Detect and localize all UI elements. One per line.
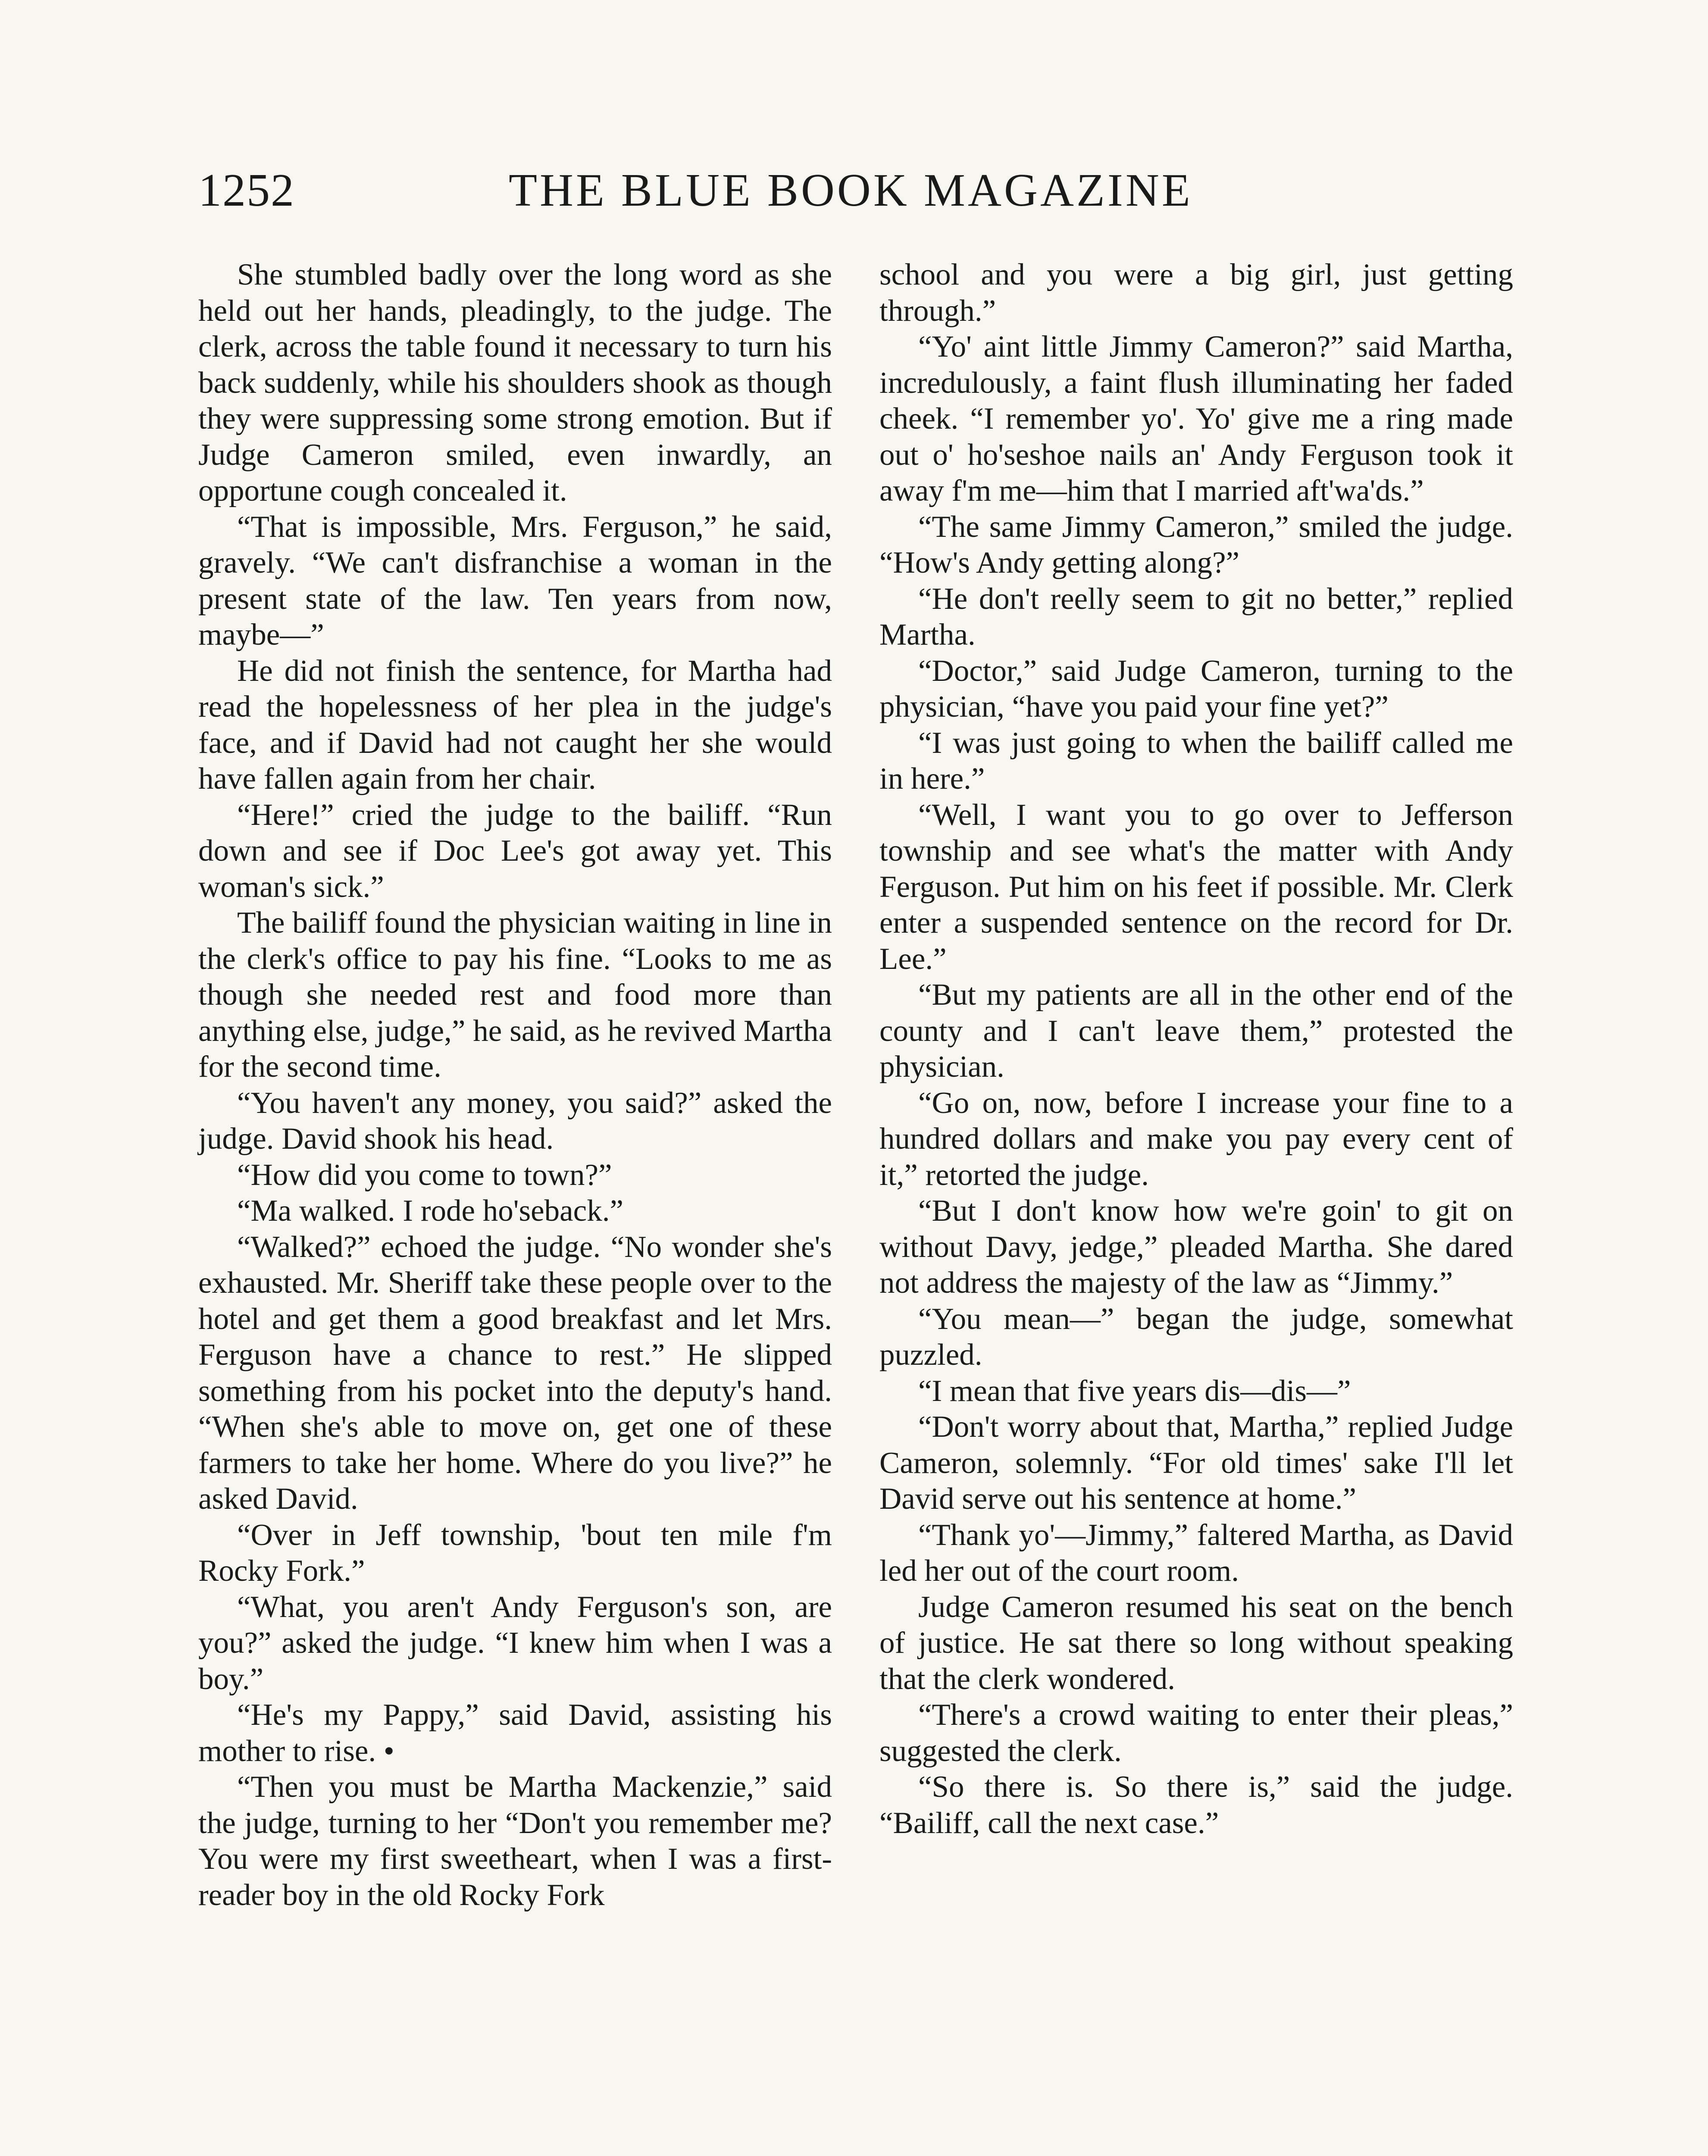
right-text-column <box>879 257 1513 1841</box>
page-header <box>198 155 1517 229</box>
paragraph: “Thank yo'—Jimmy,” faltered Martha, as David led her out of the court room. <box>879 1518 1513 1588</box>
paragraph: “Walked?” echoed the judge. “No wonder she's exhausted. Mr. Sheriff take these people over to the hotel and get them a good breakfast and let Mrs. Ferguson have a chance to rest.” He slipped something from his pocket into the deputy's hand. “When she's able to move on, get one of these farmers to take her home. Where do you live?” he asked David. <box>198 1230 832 1516</box>
paragraph: “There's a crowd waiting to enter their pleas,” suggested the clerk. <box>879 1698 1513 1768</box>
paragraph: “Don't worry about that, Martha,” replied Judge Cameron, solemnly. “For old times' sake I'll let David serve out his sentence at home.” <box>879 1410 1513 1516</box>
left-text-column <box>198 257 832 1913</box>
paragraph: “He's my Pappy,” said David, assisting his mother to rise. • <box>198 1698 832 1768</box>
paragraph: She stumbled badly over the long word as she held out her hands, pleadingly, to the judge. The clerk, across the table found it necessary to turn his back suddenly, while his shoulders shook as though they were suppressing some strong emotion. But if Judge Cameron smiled, even inwardly, an opportune cough concealed it. <box>198 258 832 508</box>
paragraph: “Then you must be Martha Mackenzie,” said the judge, turning to her “Don't you remember me? You were my first sweetheart, when I was a first-reader boy in the old Rocky Fork <box>198 1770 832 1912</box>
paragraph: “I was just going to when the bailiff called me in here.” <box>879 726 1513 796</box>
paragraph: “That is impossible, Mrs. Ferguson,” he said, gravely. “We can't disfranchise a woman in the present state of the law. Ten years from now, maybe—” <box>198 510 832 652</box>
paragraph: “I mean that five years dis—dis—” <box>918 1374 1351 1408</box>
paragraph: “What, you aren't Andy Ferguson's son, are you?” asked the judge. “I knew him when I was a boy.” <box>198 1590 832 1696</box>
paragraph: “Ma walked. I rode ho'seback.” <box>237 1194 623 1228</box>
paragraph: “Well, I want you to go over to Jefferson township and see what's the matter with Andy Ferguson. Put him on his feet if possible. Mr. Clerk enter a suspended sentence on the record for Dr. Lee.” <box>879 798 1513 976</box>
paragraph: Judge Cameron resumed his seat on the bench of justice. He sat there so long without speaking that the clerk wondered. <box>879 1590 1513 1696</box>
paragraph: “But I don't know how we're goin' to git on without Davy, jedge,” pleaded Martha. She dared not address the majesty of the law as “Jimmy.” <box>879 1194 1513 1300</box>
paragraph: “But my patients are all in the other end of the county and I can't leave them,” protested the physician. <box>879 978 1513 1084</box>
running-title: THE BLUE BOOK MAGAZINE <box>509 165 1193 216</box>
paragraph: “Doctor,” said Judge Cameron, turning to the physician, “have you paid your fine yet?” <box>879 654 1513 724</box>
paragraph: “You mean—” began the judge, somewhat puzzled. <box>879 1302 1513 1372</box>
paragraph: He did not finish the sentence, for Martha had read the hopelessness of her plea in the judge's face, and if David had not caught her she would have fallen again from her chair. <box>198 654 832 796</box>
paragraph: “Go on, now, before I increase your fine to a hundred dollars and make you pay every cent of it,” retorted the judge. <box>879 1086 1513 1192</box>
paragraph: “The same Jimmy Cameron,” smiled the judge. “How's Andy getting along?” <box>879 510 1513 580</box>
paragraph: “Here!” cried the judge to the bailiff. “Run down and see if Doc Lee's got away yet. This woman's sick.” <box>198 798 832 904</box>
paragraph: “So there is. So there is,” said the judge. “Bailiff, call the next case.” <box>879 1770 1513 1840</box>
paragraph-continued: school and you were a big girl, just getting through.” <box>879 258 1513 328</box>
paragraph: The bailiff found the physician waiting in line in the clerk's office to pay his fine. “Looks to me as though she needed rest and food more than anything else, judge,” he said, as he revived Martha for the second time. <box>198 906 832 1084</box>
paragraph: “Over in Jeff township, 'bout ten mile f'm Rocky Fork.” <box>198 1518 832 1588</box>
page-number: 1252 <box>198 165 295 216</box>
paragraph: “Yo' aint little Jimmy Cameron?” said Martha, incredulously, a faint flush illuminating her faded cheek. “I remember yo'. Yo' give me a ring made out o' ho'seshoe nails an' Andy Ferguson took it away f'm me—him that I married aft'wa'ds.” <box>879 330 1513 508</box>
paragraph: “He don't reelly seem to git no better,” replied Martha. <box>879 582 1513 652</box>
paragraph: “You haven't any money, you said?” asked the judge. David shook his head. <box>198 1086 832 1156</box>
paragraph: “How did you come to town?” <box>237 1158 612 1192</box>
